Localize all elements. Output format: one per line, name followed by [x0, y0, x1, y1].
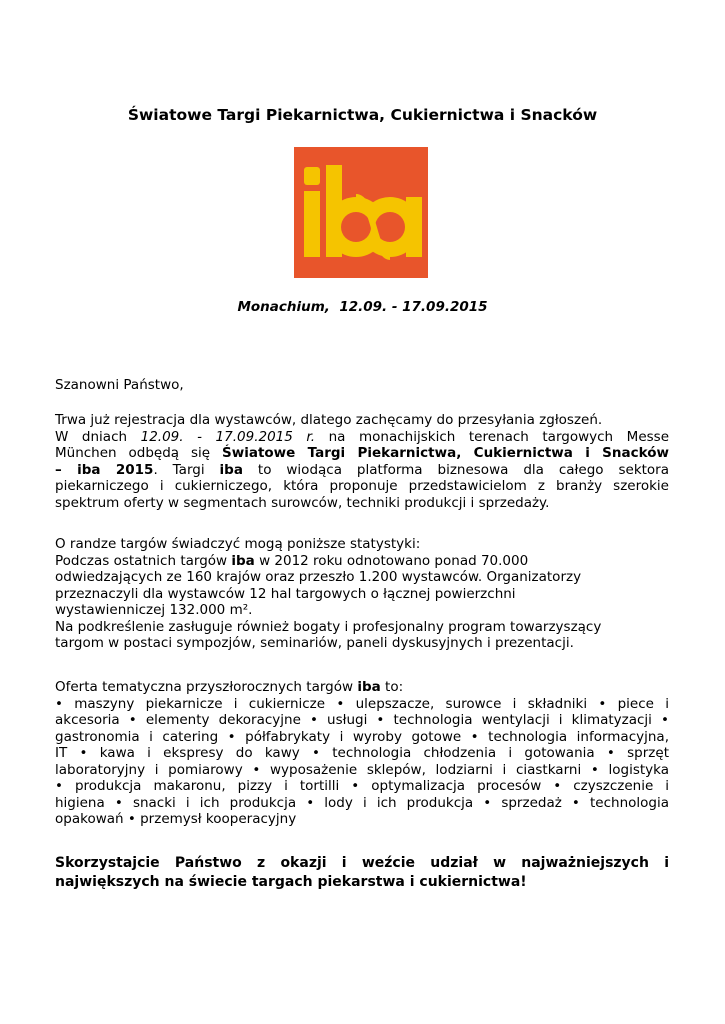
- p3-line-2: • maszyny piekarnicze i cukiernicze • ulepszacze, surowce i składniki • piece i: [55, 695, 669, 712]
- p2-line-2: Podczas ostatnich targów iba w 2012 roku odnotowano ponad 70.000: [55, 552, 529, 569]
- event-name-bold: Światowe Targi Piekarnictwa, Cukiernictwa i Snacków: [222, 445, 669, 461]
- p2-line-6: Na podkreślenie zasługuje również bogaty i profesjonalny program towarzyszący: [55, 618, 602, 635]
- paragraph-offer: [55, 679, 669, 828]
- p2-line-4: przeznaczyli dla wystawców 12 hal targowych o łącznej powierzchni: [55, 585, 516, 602]
- p1-line-6: spektrum oferty w segmentach surowców, techniki produkcji i sprzedaży.: [55, 494, 550, 511]
- p3-line-5: IT • kawa i ekspresy do kawy • technologia chłodzenia i gotowania • sprzęt: [55, 745, 669, 761]
- iba-logo: [294, 147, 428, 278]
- p2-line-3: odwiedzających ze 160 krajów oraz przeszło 1.200 wystawców. Organizatorzy: [55, 569, 582, 585]
- p3-line-9: opakowań • przemysł kooperacyjny: [55, 811, 297, 827]
- p3-line-8: higiena • snacki i ich produkcja • lody i ich produkcja • sprzedaż • technologia: [55, 794, 669, 811]
- p3-line-3: akcesoria • elementy dekoracyjne • usługi • technologia wentylacji i klimatyzacji •: [55, 712, 669, 728]
- p1-line-3: München odbędą się Światowe Targi Piekarnictwa, Cukiernictwa i Snacków: [55, 445, 669, 461]
- p1-line-2: W dniach 12.09. - 17.09.2015 r. na monachijskich terenach targowych Messe: [55, 428, 669, 445]
- p2-line-5: wystawienniczej 132.000 m².: [55, 602, 253, 618]
- document-title: Światowe Targi Piekarnictwa, Cukiernictwa i Snacków: [127, 106, 598, 124]
- closing-call-to-action: [55, 854, 669, 892]
- paragraph-registration: [55, 412, 669, 511]
- p1-line-1: Trwa już rejestracja dla wystawców, dlatego zachęcamy do przesyłania zgłoszeń.: [55, 412, 603, 428]
- p3-line-4: gastronomia i catering • półfabrykaty i wyroby gotowe • technologia informacyjna,: [55, 728, 669, 745]
- p2-line-7: targom w postaci sympozjów, seminariów, paneli dyskusyjnych i prezentacji.: [55, 635, 574, 651]
- p2-line-1: O randze targów świadczyć mogą poniższe statystyki:: [55, 536, 421, 552]
- closing-line-2: największych na świecie targach piekarstwa i cukiernictwa!: [55, 874, 527, 890]
- p1-line-5: piekarniczego i cukierniczego, która proponuje przedstawicielom z branży szerokie: [55, 478, 669, 494]
- paragraph-statistics: [55, 536, 669, 652]
- p3-line-7: • produkcja makaronu, pizzy i tortilli • optymalizacja procesów • czyszczenie i: [55, 778, 669, 794]
- p3-line-6: laboratoryjny i pomiarowy • wyposażenie sklepów, lodziarni i ciastkarni • logistyka: [55, 761, 669, 778]
- p1-line-4: – iba 2015. Targi iba to wiodąca platforma biznesowa dla całego sektora: [55, 461, 670, 478]
- iba-logo-image: [294, 147, 428, 278]
- p3-line-1: Oferta tematyczna przyszłorocznych targów iba to:: [55, 679, 404, 695]
- closing-line-1: Skorzystajcie Państwo z okazji i weźcie udział w najważniejszych i: [55, 855, 669, 871]
- greeting: Szanowni Państwo,: [55, 377, 184, 393]
- event-dateline: Monachium, 12.09. - 17.09.2015: [237, 299, 488, 315]
- event-date: 12.09. - 17.09.2015 r.: [140, 428, 316, 445]
